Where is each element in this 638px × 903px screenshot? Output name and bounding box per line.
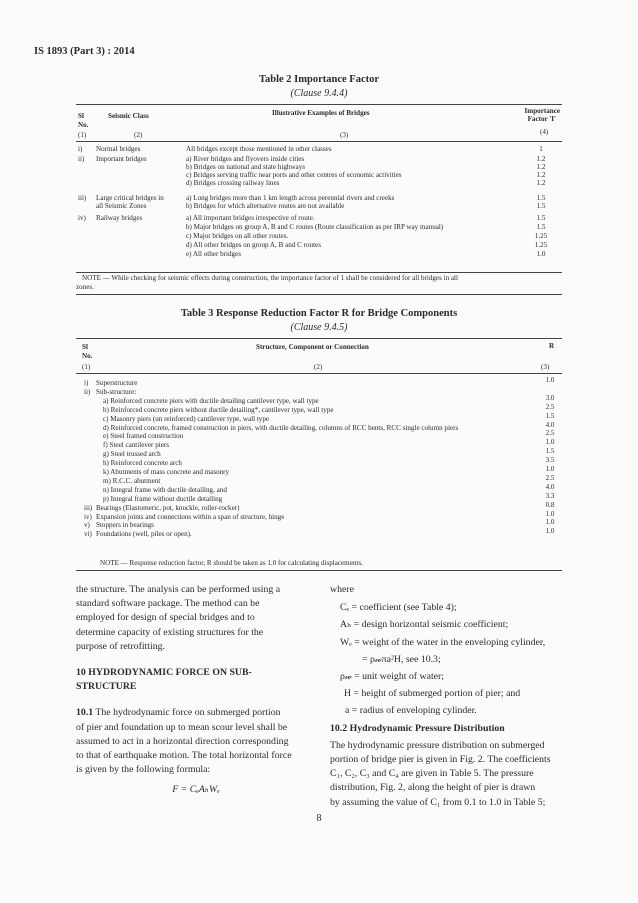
table2-cell-factor: 1.0 <box>536 250 546 258</box>
table3-cell-r: 2.5 <box>545 402 555 411</box>
body-line: purpose of retrofitting. <box>76 640 165 652</box>
table3-colnum: (2) <box>314 363 323 371</box>
body-line: distribution, Fig. 2, along the height of pier is drawn <box>330 782 536 794</box>
table2-cell-factor: 1.5 <box>536 223 546 231</box>
table2-cell-example: d) Bridges crossing railway lines <box>186 179 280 187</box>
table3-cell-sl: i) <box>84 379 89 387</box>
table3-note: NOTE — Response reduction factor, R should be taken as 1.0 for calculating displacements. <box>100 559 363 567</box>
table2-cell-example: c) Major bridges on all other routes. <box>186 232 289 240</box>
table3-cell-structure: a) Reinforced concrete piers with ductile detailing cantilever type, wall type <box>103 396 319 405</box>
table2-header-sl: Sl <box>78 112 84 120</box>
right-column <box>330 583 570 810</box>
document-header: IS 1893 (Part 3) : 2014 <box>34 46 135 57</box>
table3-cell-r: 4.0 <box>545 482 555 491</box>
table2-cell-example: All bridges except those mentioned in other classes <box>186 145 332 153</box>
table3-title: Table 3 Response Reduction Factor R for Bridge Components <box>180 308 458 319</box>
table2-cell-sl: i) <box>78 145 83 153</box>
table3-cell-r: 1.0 <box>545 509 555 518</box>
body-line: by assuming the value of C₁ from 0.1 to 1.0 in Table 5; <box>330 796 546 808</box>
table3-cell-structure: m) R.C.C. abutment <box>103 476 161 485</box>
table3-cell-structure: Superstructure <box>96 379 138 387</box>
table3-cell-r: 0.8 <box>545 500 555 509</box>
table3-header-no: No. <box>82 352 93 360</box>
table3-cell-r: 3.0 <box>545 393 555 402</box>
table3-bottom-rule <box>76 570 562 571</box>
table2-cell-sl: iii) <box>78 194 87 202</box>
table2-note-cont: zones. <box>76 283 94 291</box>
table3-cell-sl: ii) <box>84 387 91 396</box>
table3-header-r: R <box>549 342 555 350</box>
table3-cell-structure: g) Steel trussed arch <box>103 450 161 459</box>
table3-cell-r: 1.5 <box>545 411 555 420</box>
definition: Wₑ = weight of the water in the enveloping cylinder, <box>340 636 546 648</box>
body-line: The hydrodynamic force on submerged portion <box>93 707 281 719</box>
table3-cell-structure: Stoppers in bearings <box>96 521 154 530</box>
table3-cell-sl: vi) <box>84 530 92 539</box>
table2-colnum: (3) <box>340 131 349 139</box>
body-line: The hydrodynamic pressure distribution on submerged <box>330 739 545 751</box>
table2-header-factor-2: Factor 'I' <box>527 115 556 123</box>
table2-cell-factor: 1.5 <box>536 194 546 202</box>
table2-cell-example: e) All other bridges <box>186 250 241 258</box>
body-line: determine capacity of existing structures for the <box>76 626 264 638</box>
table3-cell-structure: n) Integral frame with ductile detailing, and <box>103 485 227 494</box>
table3-cell-structure: p) Integral frame without ductile detailing <box>103 494 223 503</box>
table3-cell-sl: iv) <box>84 512 92 521</box>
section-heading: 10.2 Hydrodynamic Pressure Distribution <box>330 722 505 734</box>
table2-cell-factor: 1 <box>539 145 543 153</box>
table2-header-factor-1: Importance <box>524 107 560 115</box>
table2-header-class: Seismic Class <box>108 112 149 120</box>
page-number: 8 <box>316 813 322 824</box>
where-label: where <box>330 584 354 595</box>
body-line: of pier and foundation up to mean scour level shall be <box>76 721 288 733</box>
table2-top-rule <box>76 104 562 105</box>
body-line: to that of earthquake motion. The total horizontal force <box>76 750 292 762</box>
table3-cell-structure: c) Masonry piers (un reinforced) cantilever type, wall type <box>103 414 270 423</box>
body-line: standard software package. The method can be <box>76 598 260 610</box>
table2-header-rule <box>76 141 562 142</box>
definition: ρ𝓌 = unit weight of water; <box>340 671 444 683</box>
table2-cell-factor: 1.5 <box>536 214 546 222</box>
body-line: is given by the following formula: <box>76 764 211 776</box>
clause-number: 10.1 <box>76 707 94 719</box>
table2-cell-class: Large critical bridges in <box>96 194 164 202</box>
definition: Aₕ = design horizontal seismic coefficient; <box>340 619 509 631</box>
table3-cell-structure: Foundations (well, piles or open). <box>96 530 192 539</box>
table2-cell-factor: 1.2 <box>536 163 546 171</box>
table3-header-structure: Structure, Component or Connection <box>256 343 369 351</box>
table3-cell-sl: v) <box>84 521 90 530</box>
table2-cell-example: a) River bridges and flyovers inside cities <box>186 155 305 163</box>
table2-cell-sl: iv) <box>78 214 86 222</box>
table2-cell-class: Important bridges <box>96 155 147 163</box>
body-line: employed for design of special bridges and to <box>76 612 255 624</box>
table2-colnum: (4) <box>540 128 549 136</box>
body-line: assumed to act in a horizontal direction corresponding <box>76 735 289 747</box>
table2-cell-example: b) Bridges on national and state highways <box>186 163 305 171</box>
table2-cell-factor: 1.2 <box>536 155 546 163</box>
body-line: the structure. The analysis can be performed using a <box>76 584 281 595</box>
table2-title: Table 2 Importance Factor <box>258 74 380 85</box>
table3-cell-structure: Expansion joints and connections within a span of structure, hinge <box>96 512 285 521</box>
table3-cell-structure: k) Abutments of mass concrete and masonry <box>103 468 230 476</box>
table3-colnum: (1) <box>82 363 91 371</box>
table2-cell-sl: ii) <box>78 155 85 163</box>
table2-cell-factor: 1.25 <box>534 241 548 249</box>
table2-colnum: (1) <box>78 131 87 139</box>
table3-cell-structure: f) Steel cantilever piers <box>103 441 169 450</box>
table3-header-sl: Sl <box>82 343 88 351</box>
table3-cell-r: 1.0 <box>545 376 555 384</box>
table3-cell-structure: d) Reinforced concrete, framed construction in piers, with ductile detailing, columns of RCC bents, RCC single column piers <box>103 423 459 432</box>
table3-top-rule <box>76 338 562 339</box>
table2-cell-factor: 1.5 <box>536 202 546 210</box>
definition: H = height of submerged portion of pier; and <box>344 688 521 700</box>
table2-cell-factor: 1.25 <box>534 232 548 240</box>
table3-cell-r: 2.5 <box>545 473 555 482</box>
table3-cell-structure: Bearings (Elastomeric, pot, knuckle, roller-rocker) <box>96 503 240 512</box>
table3-cell-r: 3.5 <box>545 456 555 465</box>
table2-cell-example: a) Long bridges more than 1 km length across perennial rivers and creeks <box>186 194 395 202</box>
table2-note: NOTE — While checking for seismic effects during construction, the importance factor of 1 shall be considered for all bridges in all <box>82 274 458 282</box>
table2-colnum: (2) <box>134 131 143 139</box>
table3-colnum: (3) <box>541 363 550 371</box>
body-line: portion of bridge pier is given in Fig. 2. The coefficients <box>330 754 551 766</box>
table2-header-examples: Illustrative Examples of Bridges <box>272 109 370 117</box>
table2-cell-example: c) Bridges serving traffic near ports and other centres of economic activities <box>186 171 402 179</box>
table3-header-rule <box>76 373 562 374</box>
formula: F = CₑAₕWₑ <box>172 784 220 796</box>
table3-cell-r: 1.0 <box>545 518 555 527</box>
table3-cell-sl: iii) <box>84 503 93 512</box>
table3-cell-r: 1.0 <box>545 438 555 447</box>
table2-cell-factor: 1.2 <box>536 179 546 187</box>
body-line: C₁, C₂, C₃ and C₄ are given in Table 5. The pressure <box>330 768 534 780</box>
table3-cell-structure: h) Reinforced concrete arch <box>103 459 182 468</box>
section-heading: 10 HYDRODYNAMIC FORCE ON SUB- <box>76 667 252 679</box>
table2-cell-factor: 1.2 <box>536 171 546 179</box>
table2-cell-example: a) All important bridges irrespective of route. <box>186 214 315 222</box>
table3-clause: (Clause 9.4.5) <box>290 322 348 333</box>
table2-cell-example: d) All other bridges on group A, B and C routes <box>186 241 321 249</box>
table2-cell-example: b) Bridges for which alternative routes are not available <box>186 202 345 210</box>
table2-cell-class: all Seismic Zones <box>96 202 147 210</box>
table3-cell-r: 1.5 <box>545 447 555 456</box>
table2-note-rule <box>76 294 562 295</box>
table2-cell-class: Normal bridges <box>96 145 141 153</box>
table3-cell-r: 1.0 <box>545 527 555 536</box>
table3-cell-structure: b) Reinforced concrete piers without ductile detailing*, cantilever type, wall type <box>103 405 334 414</box>
section-heading-cont: STRUCTURE <box>76 681 137 693</box>
definition: Cₑ = coefficient (see Table 4); <box>340 602 457 614</box>
table2-clause: (Clause 9.4.4) <box>290 88 348 99</box>
table3-cell-structure: Sub-structure: <box>96 387 137 396</box>
definition-cont: = ρ𝓌πa²H, see 10.3; <box>362 653 441 665</box>
table3-cell-r: 4.0 <box>545 420 555 429</box>
definition: a = radius of enveloping cylinder. <box>345 705 477 717</box>
table2-cell-example: b) Major bridges on group A, B and C routes (Route classification as per IRP way manual) <box>186 223 444 231</box>
table3-cell-r: 1.0 <box>545 465 555 473</box>
table3-cell-r: 2.5 <box>545 429 555 438</box>
table3-cell-structure: e) Steel framed construction <box>103 432 184 441</box>
table2-bottom-rule <box>76 272 562 273</box>
table3-cell-r: 3.3 <box>545 491 555 500</box>
table2-header-no: No. <box>78 121 89 129</box>
table2-cell-class: Railway bridges <box>96 214 143 222</box>
left-column <box>76 583 316 798</box>
